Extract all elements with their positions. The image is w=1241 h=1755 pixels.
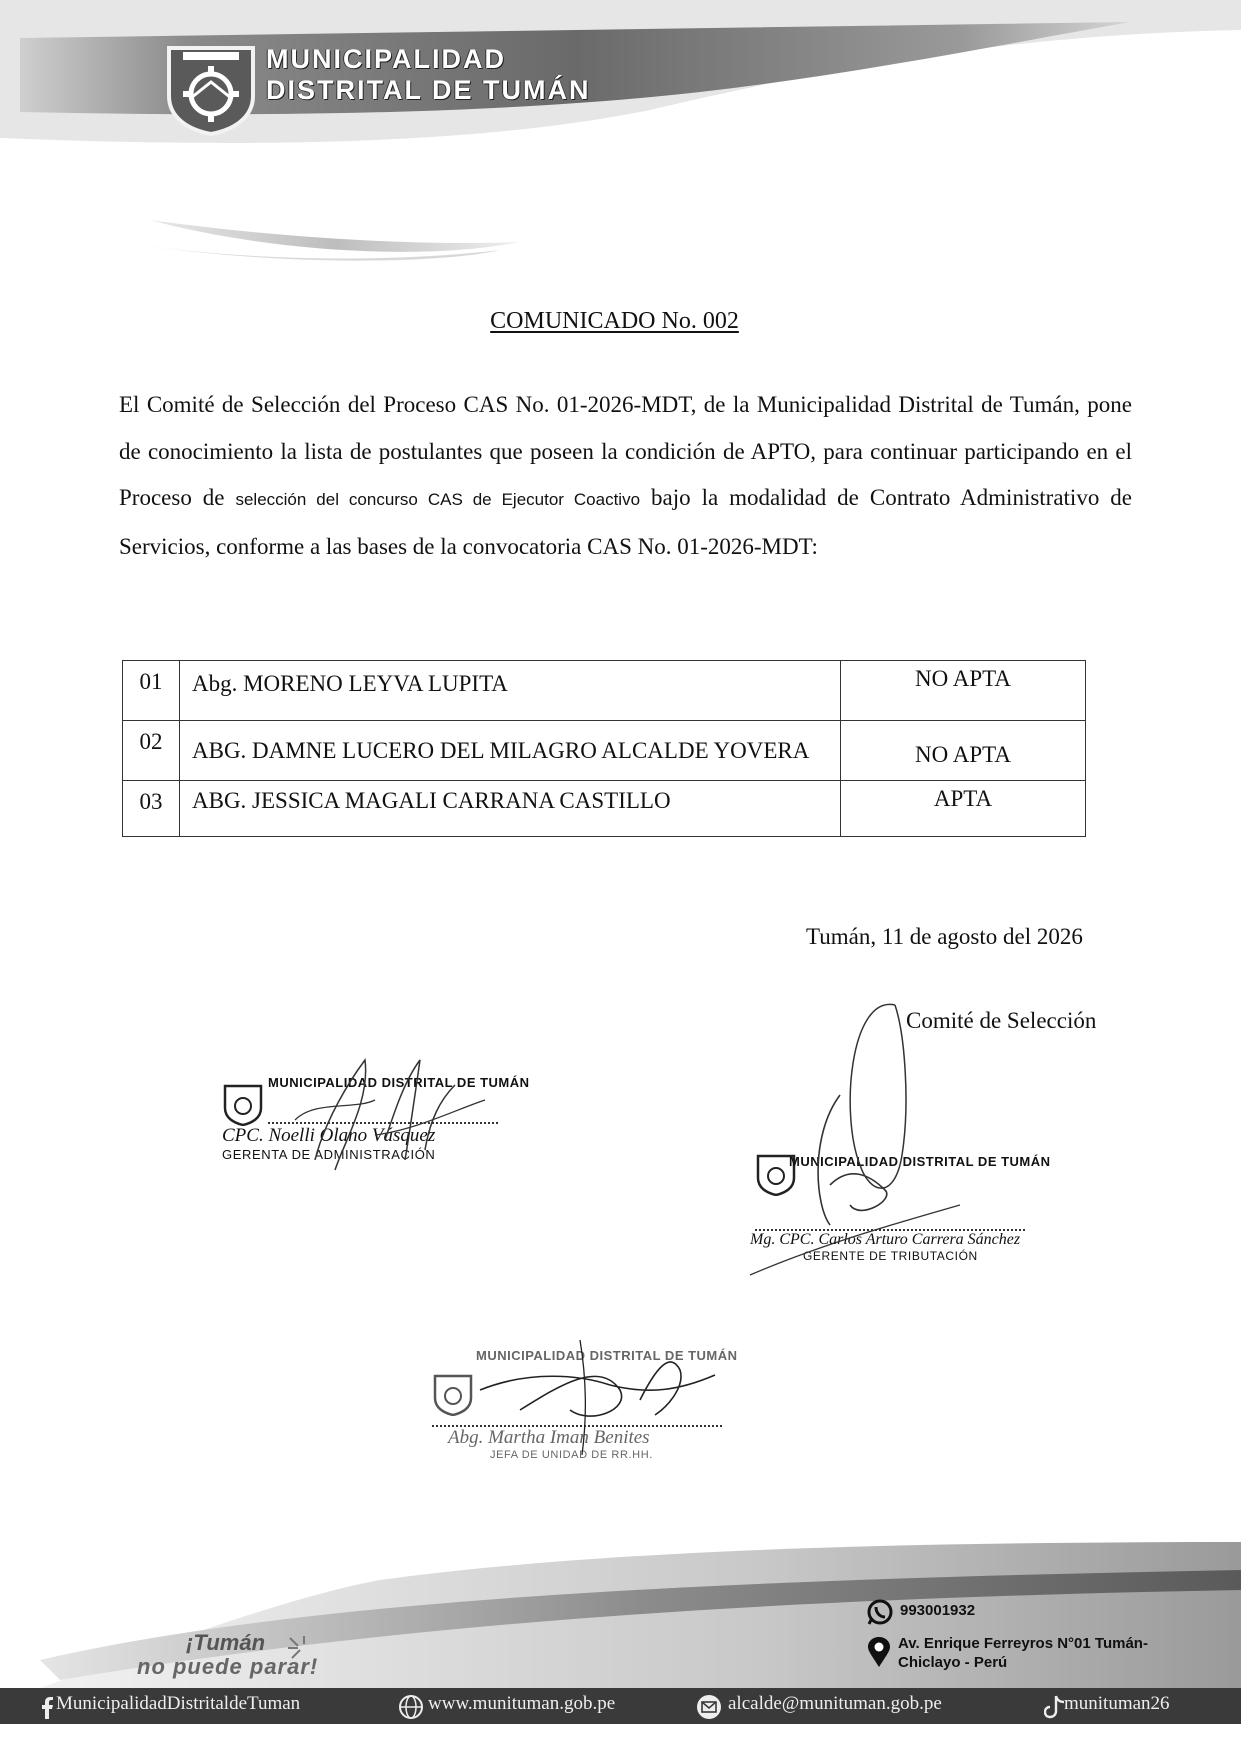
table-cell-name: Abg. MORENO LEYVA LUPITA — [180, 661, 841, 721]
municipal-seal-icon — [163, 38, 259, 136]
facebook-icon — [40, 1697, 54, 1719]
footer-social[interactable]: munituman26 — [1064, 1693, 1170, 1714]
table-row — [123, 661, 1086, 721]
header-title-line1: MUNICIPALIDAD — [266, 44, 506, 74]
table-cell-name: ABG. JESSICA MAGALI CARRANA CASTILLO — [180, 781, 841, 837]
slogan-line1: ¡Tumán — [186, 1630, 266, 1655]
footer-email[interactable]: alcalde@munituman.gob.pe — [728, 1693, 942, 1714]
table-row — [123, 721, 1086, 781]
signer-role: GERENTE DE TRIBUTACIÓN — [803, 1249, 978, 1263]
email-icon — [696, 1694, 722, 1720]
header-title-line2: DISTRITAL DE TUMÁN — [266, 75, 591, 105]
signer-name: Abg. Martha Iman Benites — [448, 1427, 650, 1448]
signer-role: GERENTA DE ADMINISTRACIÓN — [222, 1147, 436, 1162]
tiktok-icon — [1044, 1694, 1066, 1720]
committee-label: Comité de Selección — [906, 1008, 1097, 1033]
body-text-part2: bajo la modalidad de Contrato Administrativo de Servicios, conforme a las bases de la convocatoria CAS No. 01-2026-MDT: — [119, 485, 1132, 559]
signer-name: Mg. CPC. Carlos Arturo Carrera Sánchez — [750, 1231, 1021, 1248]
header-title — [266, 44, 590, 106]
page-title-text: COMUNICADO No. 002 — [490, 308, 739, 334]
contact-address — [898, 1634, 1148, 1672]
body-paragraph — [119, 382, 1132, 570]
globe-icon — [398, 1694, 424, 1720]
contact-phone: 993001932 — [900, 1602, 976, 1619]
table-row — [123, 781, 1086, 837]
stamp-org: MUNICIPALIDAD DISTRITAL DE TUMÁN — [789, 1154, 1051, 1169]
address-line1: Av. Enrique Ferreyros N°01 Tumán- — [898, 1635, 1148, 1652]
address-line2: Chiclayo - Perú — [898, 1654, 1008, 1671]
table-cell-status: APTA — [841, 781, 1086, 837]
table-cell-number: 02 — [123, 721, 180, 781]
handwritten-signature — [255, 1040, 495, 1180]
location-pin-icon — [866, 1636, 892, 1668]
handwritten-signature — [720, 975, 980, 1295]
document-date: Tumán, 11 de agosto del 2026 — [806, 924, 1083, 949]
candidates-table — [122, 660, 1086, 837]
whatsapp-icon — [866, 1598, 894, 1626]
slogan-line2: no puede parar! — [137, 1654, 319, 1679]
page-title — [0, 308, 1241, 335]
table-cell-status: NO APTA — [841, 661, 1086, 721]
table-cell-name: ABG. DAMNE LUCERO DEL MILAGRO ALCALDE YOVERA — [180, 721, 841, 781]
signer-name: CPC. Noelli Olano Vásquez — [222, 1125, 436, 1146]
handwritten-signature — [470, 1330, 730, 1460]
signer-role: JEFA DE UNIDAD DE RR.HH. — [490, 1449, 653, 1461]
body-text-small: selección del concurso CAS de Ejecutor Coactivo — [235, 490, 641, 509]
table-cell-status: NO APTA — [841, 721, 1086, 781]
table-cell-number: 01 — [123, 661, 180, 721]
table-cell-number: 03 — [123, 781, 180, 837]
stamp-org: MUNICIPALIDAD DISTRITAL DE TUMÁN — [268, 1075, 530, 1090]
body-text-part1: El Comité de Selección del Proceso CAS No. 01-2026-MDT, de la Municipalidad Distrital de Tumán, pone de conocimiento la lista de postulantes que poseen la condición de APTO, para continuar participando en el Proceso de — [119, 392, 1132, 510]
footer-website[interactable]: www.munituman.gob.pe — [428, 1693, 616, 1714]
footer-facebook[interactable]: MunicipalidadDistritaldeTuman — [56, 1693, 301, 1714]
stamp-org: MUNICIPALIDAD DISTRITAL DE TUMÁN — [476, 1348, 738, 1363]
